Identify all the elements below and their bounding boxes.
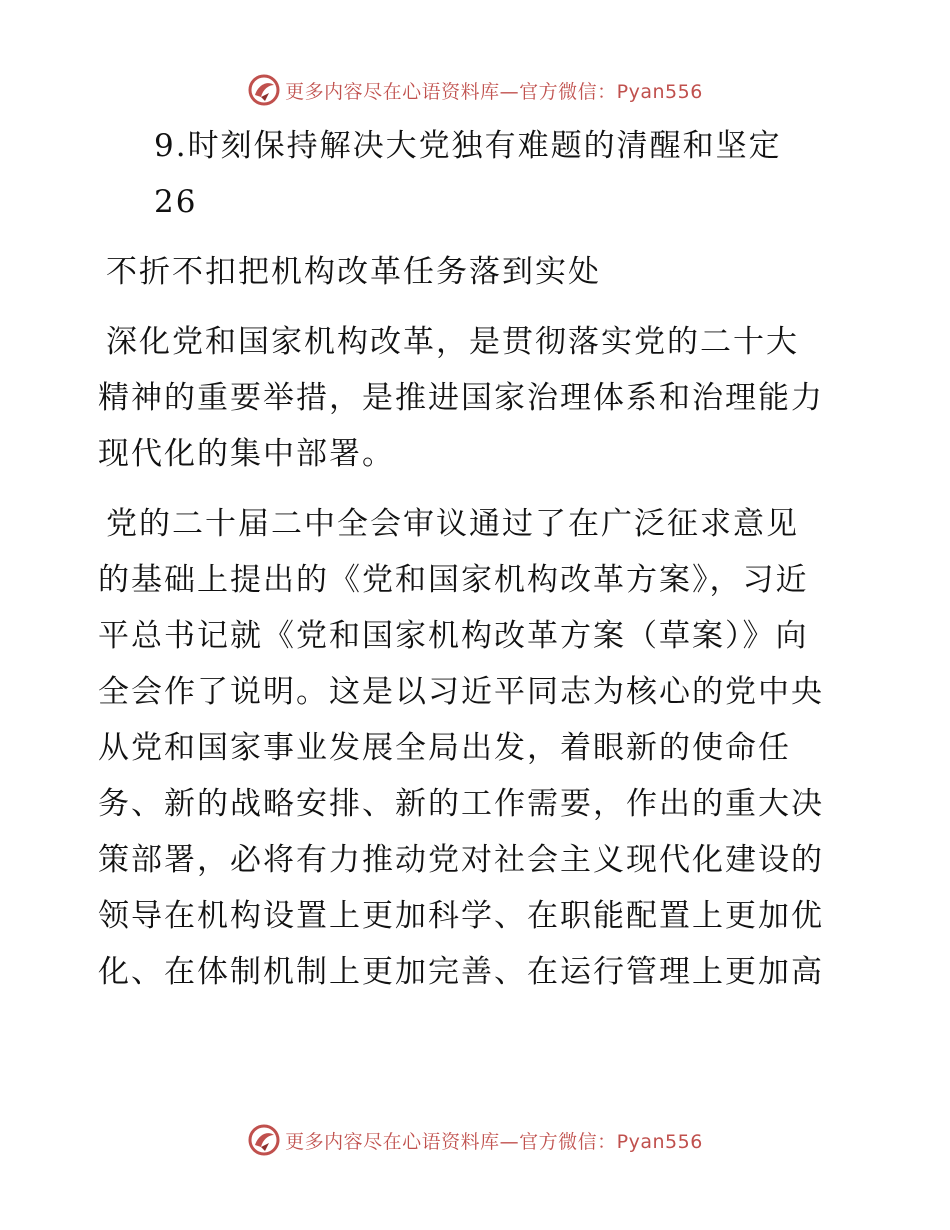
red-swirl-logo-icon [247, 1123, 281, 1157]
section-title: 不折不扣把机构改革任务落到实处 [106, 254, 601, 290]
paragraph2-line: 务、新的战略安排、新的工作需要，作出的重大决 [98, 786, 824, 822]
paragraph2-line: 策部署，必将有力推动党对社会主义现代化建设的 [98, 842, 824, 878]
paragraph2-line: 从党和国家事业发展全局出发，着眼新的使命任 [98, 730, 791, 766]
header-banner-text: 更多内容尽在心语资料库—官方微信：Pyan556 [285, 80, 703, 103]
footer-banner [0, 1120, 950, 1160]
red-swirl-logo-icon [247, 73, 281, 107]
paragraph2-line: 平总书记就《党和国家机构改革方案（草案）》向 [98, 618, 809, 654]
paragraph1-line: 现代化的集中部署。 [98, 436, 395, 472]
paragraph1-line: 深化党和国家机构改革，是贯彻落实党的二十大 [106, 324, 799, 360]
paragraph2-line: 化、在体制机制上更加完善、在运行管理上更加高 [98, 954, 824, 990]
paragraph2-line: 领导在机构设置上更加科学、在职能配置上更加优 [98, 898, 824, 934]
document-body [98, 118, 858, 1000]
footer-banner-text: 更多内容尽在心语资料库—官方微信：Pyan556 [285, 1130, 703, 1153]
header-banner [0, 70, 950, 110]
paragraph1-line: 精神的重要举措，是推进国家治理体系和治理能力 [98, 380, 824, 416]
paragraph2-line: 党的二十届二中全会审议通过了在广泛征求意见 [106, 506, 799, 542]
paragraph2-line: 的基础上提出的《党和国家机构改革方案》，习近 [98, 562, 809, 598]
paragraph2-line: 全会作了说明。这是以习近平同志为核心的党中央 [98, 674, 824, 710]
heading-line-2: 26 [154, 184, 198, 220]
heading-line-1: 9.时刻保持解决大党独有难题的清醒和坚定 [154, 128, 782, 164]
